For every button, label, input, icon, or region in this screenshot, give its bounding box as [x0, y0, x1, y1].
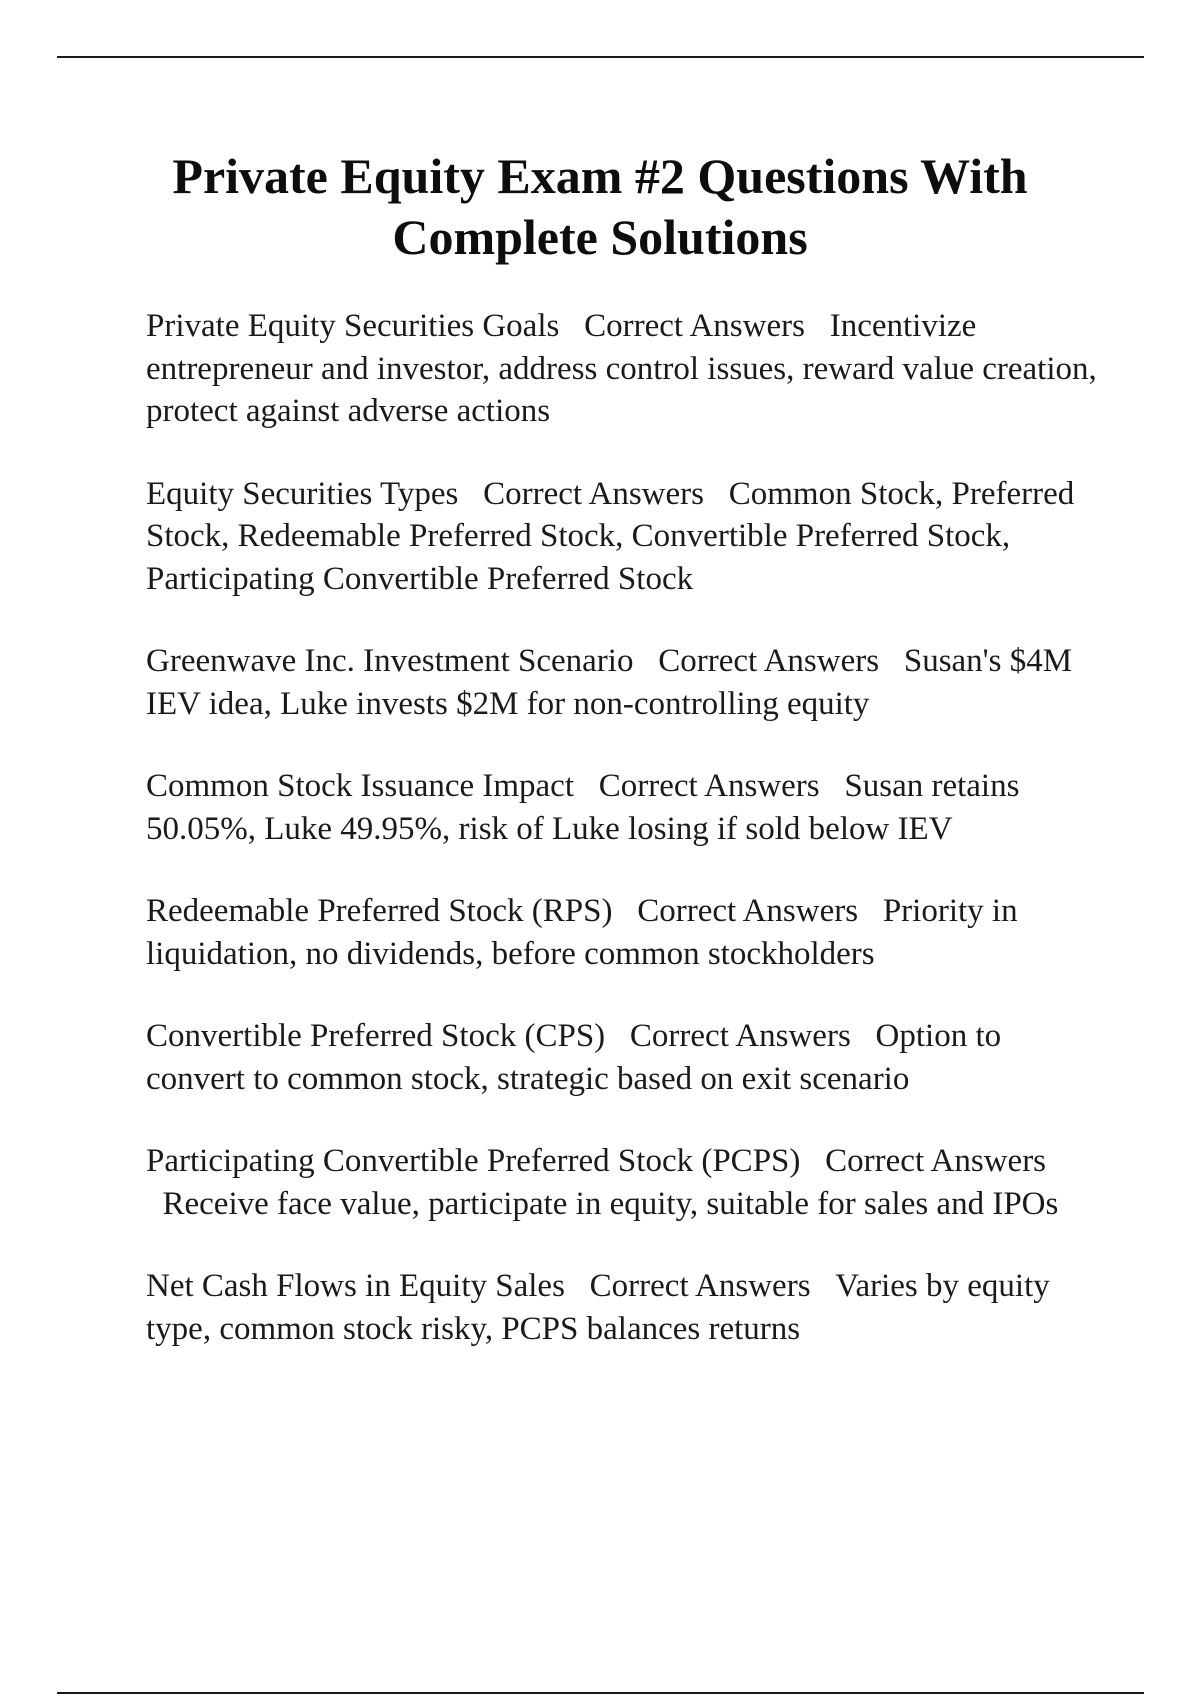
- answer-label: Correct Answers: [483, 475, 704, 512]
- answer-label: Correct Answers: [589, 1268, 811, 1304]
- question-text: Greenwave Inc. Investment Scenario: [146, 643, 634, 679]
- qa-item: [146, 305, 1106, 433]
- answer-label: Correct Answers: [658, 643, 880, 679]
- answer-label: Correct Answers: [637, 893, 859, 929]
- question-text: Net Cash Flows in Equity Sales: [146, 1268, 565, 1304]
- answer-label: Correct Answers: [584, 308, 805, 344]
- document-title: [100, 146, 1100, 268]
- answer-label: Correct Answers: [629, 1018, 851, 1054]
- qa-item: [146, 1265, 1106, 1350]
- title-line-2: Complete Solutions: [392, 209, 808, 265]
- bottom-rule: [57, 1692, 1144, 1694]
- answer-label: Correct Answers: [825, 1143, 1047, 1179]
- answer-text: Receive face value, participate in equity, suitable for sales and IPOs: [162, 1185, 1059, 1222]
- qa-item: [146, 473, 1106, 601]
- answer-text: Incentivize entrepreneur and investor, address control issues, reward value creation, protect against adverse actions: [146, 308, 1097, 429]
- qa-item: [146, 1015, 1106, 1100]
- qa-item: [146, 1140, 1106, 1225]
- question-text: Private Equity Securities Goals: [146, 308, 560, 344]
- question-text: Common Stock Issuance Impact: [146, 768, 575, 804]
- title-line-1: Private Equity Exam #2 Questions With: [172, 148, 1028, 204]
- top-rule: [57, 56, 1144, 58]
- answer-text: Common Stock, Preferred Stock, Redeemable Preferred Stock, Convertible Preferred Stock, Participating Convertible Preferred Stock: [146, 475, 1075, 597]
- qa-item: [146, 640, 1106, 725]
- question-text: Redeemable Preferred Stock (RPS): [146, 893, 613, 929]
- answer-text: Option to convert to common stock, strategic based on exit scenario: [146, 1018, 1002, 1097]
- answer-text: Varies by equity type, common stock risky, PCPS balances returns: [146, 1268, 1050, 1347]
- question-text: Participating Convertible Preferred Stock (PCPS): [146, 1143, 801, 1179]
- answer-text: Susan retains 50.05%, Luke 49.95%, risk of Luke losing if sold below IEV: [146, 768, 1020, 847]
- qa-item: [146, 890, 1106, 975]
- qa-list: [146, 305, 1106, 1390]
- answer-text: Susan's $4M IEV idea, Luke invests $2M for non-controlling equity: [146, 643, 1073, 722]
- answer-text: Priority in liquidation, no dividends, before common stockholders: [146, 893, 1018, 972]
- qa-item: [146, 765, 1106, 850]
- question-text: Convertible Preferred Stock (CPS): [146, 1018, 606, 1054]
- question-text: Equity Securities Types: [146, 475, 459, 512]
- answer-label: Correct Answers: [598, 768, 820, 804]
